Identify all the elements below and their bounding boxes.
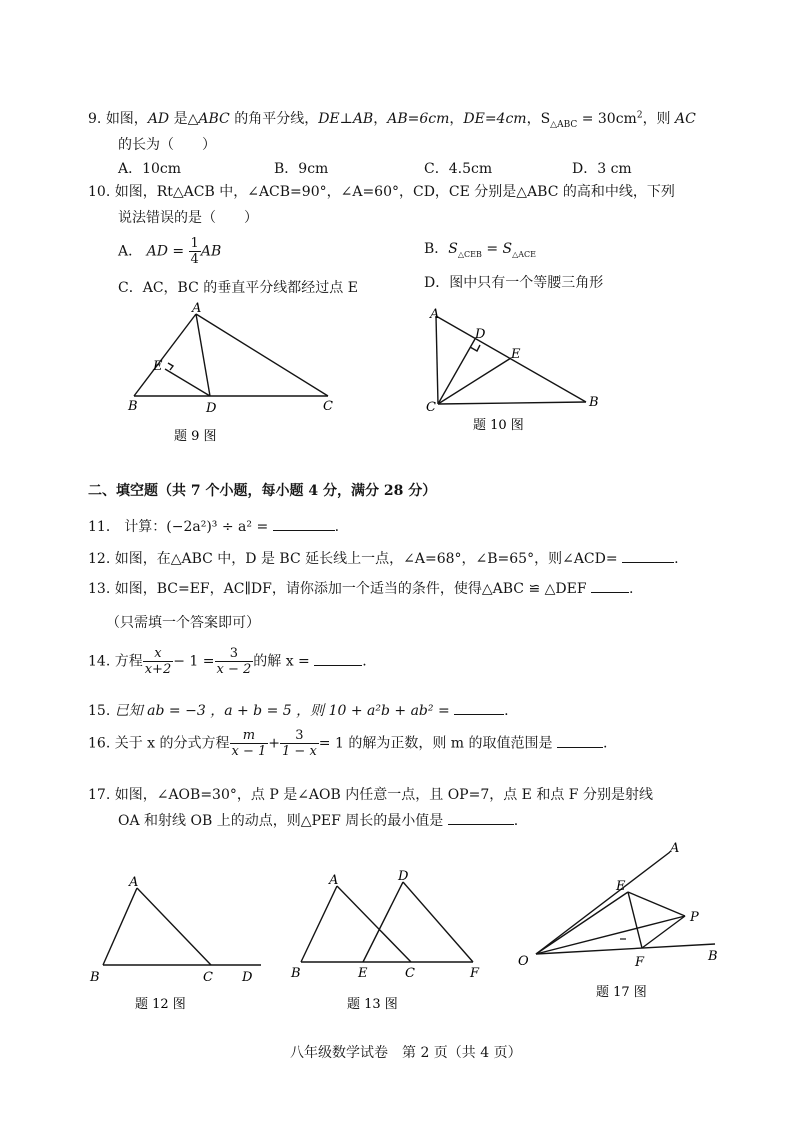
fig13-label-e: E: [358, 966, 368, 981]
q11: [88, 516, 339, 536]
q9-text: △ABC: [550, 119, 578, 130]
q14-end: .: [362, 653, 367, 670]
fig10-label-c: C: [426, 400, 436, 415]
q9-text: DE=4cm: [463, 111, 527, 127]
fraction-numerator: x: [143, 646, 174, 662]
q14-text: 方程: [114, 653, 143, 670]
fig17-label-b: B: [708, 949, 718, 964]
q16-text: 关于 x 的分式方程: [114, 735, 230, 752]
fig13-label-c: C: [405, 966, 415, 981]
fraction-numerator: m: [230, 728, 269, 744]
q9-option-b: B．9cm: [274, 161, 329, 177]
figure-12: [85, 868, 270, 1018]
fraction-denominator: x − 2: [216, 662, 252, 677]
q9-line2: 的长为（ ）: [118, 137, 216, 153]
q10-option-b-text: △CEB: [457, 249, 482, 259]
figure-13: [285, 864, 495, 1019]
q9-text: 是△: [169, 111, 199, 127]
figure-10: [418, 302, 618, 437]
fig17-label-f: F: [635, 955, 645, 970]
fig10-label-e: E: [511, 347, 521, 362]
q12-number: 12.: [88, 551, 111, 567]
q10-option-a-lhs: AD =: [146, 243, 185, 260]
q9-text: AB=6cm: [387, 111, 450, 127]
q14-text: − 1 =: [173, 653, 215, 670]
fraction-denominator: x+2: [144, 662, 172, 677]
fig12-label-c: C: [203, 970, 213, 985]
fig17-label-a: A: [670, 841, 680, 856]
section-2-heading: 二、填空题（共 7 个小题，每小题 4 分，满分 28 分）: [88, 483, 437, 499]
q15-number: 15.: [88, 703, 111, 719]
q16-text: = 1 的解为正数，则 m 的取值范围是: [318, 735, 553, 752]
q9-text: AD: [147, 111, 170, 127]
q11-answer-blank[interactable]: [273, 518, 335, 531]
fig10-caption: 题 10 图: [473, 418, 524, 433]
fig10-label-b: B: [589, 395, 599, 410]
q9-option-d: D．3 cm: [572, 161, 632, 177]
fraction-numerator: 1: [190, 236, 199, 251]
q15: [88, 700, 509, 720]
q10-option-b-text: = S: [481, 241, 513, 257]
fraction-denominator: 1 − x: [282, 744, 317, 759]
q16-answer-blank[interactable]: [557, 735, 603, 748]
fig12-caption: 题 12 图: [135, 997, 186, 1012]
q14-fraction-1: [143, 646, 174, 677]
fraction-numerator: 3: [215, 646, 254, 662]
q9-text: ，: [449, 111, 464, 127]
q11-number: 11．: [88, 519, 120, 535]
q12-text: 如图，在△ABC 中，D 是 BC 延长线上一点，∠A=68°，∠B=65°，则∠ACD=: [114, 551, 618, 567]
q13-text: 如图，BC=EF，AC∥DF，请你添加一个适当的条件，使得△ABC ≌ △DEF: [114, 581, 587, 597]
q9-text: AC: [675, 111, 696, 127]
q10-number: 10.: [88, 184, 111, 200]
fraction-denominator: x − 1: [231, 744, 267, 759]
q17-end: .: [513, 813, 519, 829]
q10-option-a-label: A．: [118, 243, 143, 260]
q9-text: ABC: [198, 111, 230, 127]
q14-text: 的解 x =: [253, 653, 310, 670]
q17-text: 如图，∠AOB=30°，点 P 是∠AOB 内任意一点，且 OP=7，点 E 和点 F 分别是射线: [114, 787, 653, 803]
q13: [88, 578, 633, 598]
q16: [88, 728, 607, 759]
fig12-label-d: D: [242, 970, 253, 985]
q16-fraction-1: [230, 728, 269, 759]
fig9-label-e: E: [153, 359, 163, 374]
fig12-label-a: A: [129, 875, 139, 890]
fig12-label-b: B: [90, 970, 100, 985]
fig13-caption: 题 13 图: [347, 997, 398, 1012]
q10-option-a-rhs: AB: [200, 243, 222, 260]
q15-text: 已知 ab = −3 ，a + b = 5 ，则 10 + a²b + ab² =: [114, 703, 450, 719]
q9-number: 9.: [88, 111, 102, 127]
q9-text: ，S: [526, 111, 551, 127]
figure-9: [120, 300, 350, 445]
q17-number: 17.: [88, 787, 111, 803]
q17-text: OA 和射线 OB 上的动点，则△PEF 周长的最小值是: [118, 813, 444, 829]
figure-17: [510, 836, 725, 1006]
q10-option-a: [118, 236, 221, 267]
fig9-label-c: C: [323, 399, 333, 414]
q14: [88, 646, 367, 677]
q9-text: ，: [373, 111, 388, 127]
fig13-label-a: A: [329, 873, 339, 888]
q10-line2: 说法错误的是（ ）: [118, 210, 258, 226]
q17-answer-blank[interactable]: [448, 812, 514, 825]
q10-option-c: C．AC，BC 的垂直平分线都经过点 E: [118, 280, 358, 296]
fig10-label-d: D: [475, 327, 486, 342]
fig17-label-p: P: [690, 910, 699, 925]
q15-answer-blank[interactable]: [454, 702, 504, 715]
q14-number: 14.: [88, 653, 111, 670]
q10-option-b: [424, 238, 536, 259]
q12-answer-blank[interactable]: [622, 550, 674, 563]
q14-answer-blank[interactable]: [314, 653, 362, 666]
q13-line2: （只需填一个答案即可）: [106, 615, 260, 631]
fraction-denominator: 4: [190, 252, 199, 267]
q13-end: .: [629, 581, 634, 597]
q10-option-d: D．图中只有一个等腰三角形: [424, 275, 604, 291]
fig17-label-e: E: [616, 879, 626, 894]
q14-fraction-2: [215, 646, 254, 677]
q10-option-b-label: B．: [424, 241, 449, 257]
fig17-caption: 题 17 图: [596, 985, 647, 1000]
fig9-caption: 题 9 图: [174, 429, 217, 444]
q9-option-a: A．10cm: [118, 161, 182, 177]
q9-line1: [88, 108, 696, 130]
q12-end: .: [674, 551, 679, 567]
q9-text: DE⊥AB: [318, 111, 374, 127]
q11-text: 计算：(−2a²)³ ÷ a² =: [124, 519, 269, 535]
q10-line1: [88, 181, 675, 201]
q12: [88, 548, 679, 568]
fig13-label-d: D: [398, 869, 409, 884]
fig17-label-o: O: [518, 954, 529, 969]
fraction-numerator: 3: [280, 728, 319, 744]
page-footer: 八年级数学试卷 第 2 页（共 4 页）: [290, 1045, 522, 1061]
fig13-label-b: B: [291, 966, 301, 981]
fig10-label-a: A: [430, 307, 440, 322]
q13-answer-blank[interactable]: [591, 580, 629, 593]
q9-text: = 30cm: [577, 111, 637, 127]
q10-text: 如图，Rt△ACB 中，∠ACB=90°，∠A=60°，CD，CE 分别是△ABC 的高和中线，下列: [114, 184, 675, 200]
q10-option-a-fraction: [189, 236, 201, 267]
fig9-label-b: B: [128, 399, 138, 414]
q16-number: 16.: [88, 735, 111, 752]
q17-line2: [118, 810, 518, 830]
q15-end: .: [504, 703, 509, 719]
fig13-label-f: F: [470, 966, 480, 981]
q13-number: 13.: [88, 581, 111, 597]
q9-text: 2: [636, 110, 643, 121]
q16-fraction-2: [280, 728, 319, 759]
q9-text: 的角平分线，: [229, 111, 319, 127]
q16-end: .: [602, 735, 608, 752]
q17-line1: [88, 784, 653, 804]
q10-option-b-text: △ACE: [512, 249, 537, 259]
q11-end: .: [334, 519, 340, 535]
q9-text: ，则: [642, 111, 676, 127]
q9-text: 如图，: [105, 111, 148, 127]
fig9-label-a: A: [192, 301, 202, 316]
q9-option-c: C．4.5cm: [424, 161, 493, 177]
q16-text: +: [268, 735, 281, 752]
q10-option-b-text: S: [448, 241, 458, 257]
fig9-label-d: D: [206, 401, 217, 416]
